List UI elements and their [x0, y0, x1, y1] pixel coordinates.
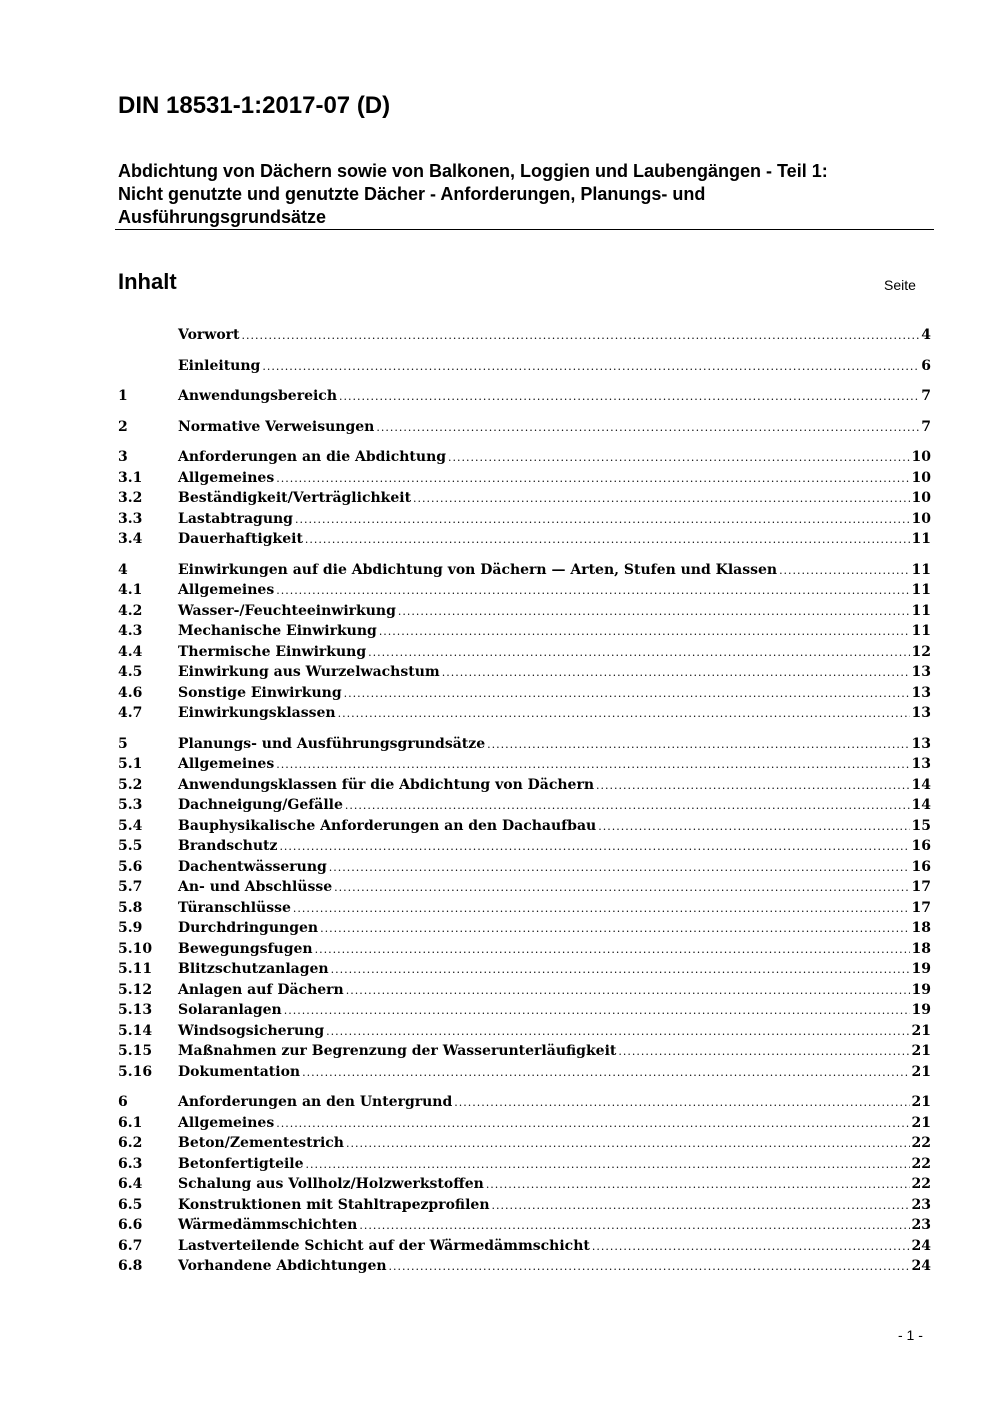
toc-entry-number: 5.3	[118, 797, 143, 813]
toc-entry-title: Dokumentation	[178, 1063, 301, 1080]
toc-entry[interactable]	[118, 1021, 931, 1042]
toc-entry[interactable]	[118, 1256, 931, 1277]
toc-entry-page: 21	[911, 1094, 931, 1110]
toc-entry[interactable]	[118, 325, 931, 346]
toc-dot-leader	[598, 817, 909, 838]
toc-entry-page: 4	[921, 327, 931, 343]
toc-entry-title: Vorwort	[178, 327, 240, 343]
toc-dot-leader	[359, 1216, 909, 1237]
toc-entry-page: 10	[911, 469, 931, 486]
toc-entry-title: Planungs- und Ausführungsgrundsätze	[178, 735, 486, 752]
toc-entry-title: Beständigkeit/Verträglichkeit	[178, 490, 412, 506]
toc-entry-number: 2	[118, 418, 128, 435]
toc-entry-number: 5.14	[118, 1022, 153, 1039]
toc-entry-page: 21	[911, 1022, 931, 1039]
toc-entry-title: Anforderungen an die Abdichtung	[178, 449, 447, 465]
toc-dot-leader	[242, 326, 920, 347]
contents-heading: Inhalt	[118, 269, 177, 294]
toc-dot-leader	[346, 981, 910, 1002]
toc-entry-number: 5.9	[118, 920, 143, 936]
toc-entry-title: Lastverteilende Schicht auf der Wärmedämmschicht	[178, 1237, 590, 1254]
toc-entry-page: 13	[911, 664, 931, 680]
toc-dot-leader	[302, 1063, 909, 1084]
toc-entry-title: Betonfertigteile	[178, 1155, 304, 1172]
toc-dot-leader	[276, 755, 909, 776]
toc-entry-title: Türanschlüsse	[178, 899, 291, 916]
toc-entry-number: 4.6	[118, 684, 143, 701]
toc-dot-leader	[389, 1257, 910, 1278]
toc-dot-leader	[331, 960, 910, 981]
toc-entry-page: 6	[921, 357, 931, 374]
toc-entry-number: 4.7	[118, 705, 143, 721]
toc-entry[interactable]	[118, 980, 931, 1001]
toc-dot-leader	[345, 796, 910, 817]
toc-entry-number: 3.3	[118, 510, 143, 527]
toc-entry[interactable]	[118, 1195, 931, 1216]
toc-entry[interactable]	[118, 1133, 931, 1154]
toc-section-group	[118, 386, 931, 407]
toc-entry[interactable]	[118, 621, 931, 642]
document-title: DIN 18531-1:2017-07 (D)	[118, 92, 391, 119]
toc-entry[interactable]	[118, 795, 931, 816]
toc-dot-leader	[379, 622, 910, 643]
toc-dot-leader	[276, 1114, 909, 1135]
toc-entry-number: 5	[118, 735, 128, 752]
toc-entry-number: 6.2	[118, 1135, 143, 1151]
toc-entry-page: 16	[911, 838, 931, 854]
toc-entry-page: 11	[911, 582, 931, 598]
toc-entry[interactable]	[118, 1041, 931, 1062]
toc-entry-title: Mechanische Einwirkung	[178, 623, 377, 639]
toc-entry-page: 7	[921, 418, 931, 435]
toc-entry-number: 3.2	[118, 490, 143, 506]
toc-entry-number: 6.3	[118, 1155, 143, 1172]
toc-entry-page: 7	[921, 388, 931, 404]
toc-entry-number: 3	[118, 449, 128, 465]
toc-entry-title: Dachentwässerung	[178, 858, 327, 875]
toc-entry[interactable]	[118, 703, 931, 724]
toc-dot-leader	[295, 510, 910, 531]
toc-entry-page: 19	[911, 1002, 931, 1018]
toc-entry-page: 24	[911, 1237, 931, 1254]
toc-entry-title: Wärmedämmschichten	[178, 1217, 358, 1233]
toc-entry-number: 3.1	[118, 469, 143, 486]
toc-entry-title: Wasser-/Feuchteeinwirkung	[178, 602, 396, 619]
toc-entry-page: 17	[911, 879, 931, 895]
toc-entry-page: 11	[911, 623, 931, 639]
toc-entry-title: Allgemeines	[178, 582, 275, 598]
toc-entry-page: 11	[911, 602, 931, 619]
toc-entry-page: 24	[911, 1258, 931, 1274]
toc-dot-leader	[346, 1134, 910, 1155]
toc-entry-title: Anforderungen an den Untergrund	[178, 1094, 453, 1110]
toc-dot-leader	[320, 919, 909, 940]
toc-dot-leader	[596, 776, 910, 797]
toc-entry-page: 13	[911, 756, 931, 772]
toc-entry-title: Lastabtragung	[178, 510, 293, 527]
toc-entry-number: 4.3	[118, 623, 143, 639]
toc-dot-leader	[448, 448, 909, 469]
toc-entry-page: 10	[911, 449, 931, 465]
toc-entry-page: 22	[911, 1176, 931, 1192]
toc-entry[interactable]	[118, 1000, 931, 1021]
toc-entry-number: 1	[118, 388, 128, 404]
toc-entry[interactable]	[118, 580, 931, 601]
toc-dot-leader	[326, 1022, 909, 1043]
toc-entry-title: Einwirkungsklassen	[178, 705, 336, 721]
toc-entry-page: 16	[911, 858, 931, 875]
toc-entry[interactable]	[118, 1092, 931, 1113]
toc-entry-number: 5.2	[118, 776, 143, 793]
toc-section-group	[118, 356, 931, 377]
toc-entry-page: 19	[911, 961, 931, 977]
toc-entry-page: 12	[911, 643, 931, 660]
toc-entry[interactable]	[118, 386, 931, 407]
subtitle-line: Nicht genutzte und genutzte Dächer - Anforderungen, Planungs- und	[118, 184, 706, 204]
toc-dot-leader	[338, 704, 910, 725]
toc-dot-leader	[376, 418, 919, 439]
toc-entry-number: 6.8	[118, 1258, 143, 1274]
toc-entry-number: 4.2	[118, 602, 143, 619]
toc-entry-page: 10	[911, 490, 931, 506]
toc-section-group	[118, 325, 931, 346]
toc-entry-title: Windsogsicherung	[178, 1022, 325, 1039]
toc-dot-leader	[398, 602, 910, 623]
toc-dot-leader	[279, 837, 909, 858]
toc-dot-leader	[293, 899, 910, 920]
toc-entry-number: 4.5	[118, 664, 143, 680]
toc-dot-leader	[454, 1093, 909, 1114]
toc-entry[interactable]	[118, 775, 931, 796]
toc-dot-leader	[442, 663, 910, 684]
toc-entry-number: 4.1	[118, 582, 143, 598]
toc-dot-leader	[284, 1001, 910, 1022]
toc-entry[interactable]	[118, 1154, 931, 1175]
toc-entry-title: Dachneigung/Gefälle	[178, 797, 343, 813]
toc-entry-title: Brandschutz	[178, 838, 278, 854]
toc-entry-number: 5.12	[118, 981, 153, 998]
toc-entry-page: 18	[911, 940, 931, 957]
toc-entry-number: 5.6	[118, 858, 143, 875]
toc-entry[interactable]	[118, 447, 931, 468]
toc-entry-page: 13	[911, 705, 931, 721]
toc-entry-page: 22	[911, 1155, 931, 1172]
page-number: - 1 -	[898, 1327, 923, 1343]
toc-entry-title: Allgemeines	[178, 469, 275, 486]
toc-entry-title: Sonstige Einwirkung	[178, 684, 342, 701]
toc-dot-leader	[305, 530, 910, 551]
toc-entry[interactable]	[118, 601, 931, 622]
toc-entry[interactable]	[118, 939, 931, 960]
toc-entry-page: 23	[911, 1196, 931, 1213]
toc-entry-title: Konstruktionen mit Stahltrapezprofilen	[178, 1196, 490, 1213]
toc-entry[interactable]	[118, 836, 931, 857]
toc-entry-title: Durchdringungen	[178, 920, 319, 936]
toc-section-group	[118, 734, 931, 1083]
toc-dot-leader	[329, 858, 910, 879]
toc-dot-leader	[618, 1042, 909, 1063]
toc-dot-leader	[486, 1175, 910, 1196]
toc-entry-page: 21	[911, 1063, 931, 1080]
toc-entry[interactable]	[118, 898, 931, 919]
toc-entry-page: 18	[911, 920, 931, 936]
toc-dot-leader	[339, 387, 919, 408]
toc-entry-title: Dauerhaftigkeit	[178, 531, 303, 547]
toc-dot-leader	[413, 489, 909, 510]
toc-entry-title: Normative Verweisungen	[178, 418, 375, 435]
toc-entry-number: 5.7	[118, 879, 143, 895]
toc-entry[interactable]	[118, 734, 931, 755]
toc-entry[interactable]	[118, 1174, 931, 1195]
toc-entry-number: 6.4	[118, 1176, 143, 1192]
toc-dot-leader	[306, 1155, 910, 1176]
toc-entry-title: Bauphysikalische Anforderungen an den Dachaufbau	[178, 817, 597, 834]
toc-entry[interactable]	[118, 529, 931, 550]
toc-dot-leader	[276, 469, 909, 490]
toc-entry[interactable]	[118, 959, 931, 980]
toc-entry[interactable]	[118, 468, 931, 489]
toc-entry-title: Thermische Einwirkung	[178, 643, 367, 660]
toc-entry-title: Anwendungsklassen für die Abdichtung von Dächern	[178, 776, 595, 793]
subtitle-line: Abdichtung von Dächern sowie von Balkonen, Loggien und Laubengängen - Teil 1:	[118, 161, 828, 181]
toc-entry-number: 6.6	[118, 1217, 143, 1233]
toc-entry-page: 14	[911, 797, 931, 813]
page-column-label: Seite	[884, 277, 916, 293]
toc-entry[interactable]	[118, 816, 931, 837]
toc-entry-title: Einwirkungen auf die Abdichtung von Dächern — Arten, Stufen und Klassen	[178, 561, 778, 578]
toc-entry[interactable]	[118, 754, 931, 775]
toc-entry[interactable]	[118, 488, 931, 509]
toc-entry-title: Solaranlagen	[178, 1002, 282, 1018]
toc-dot-leader	[334, 878, 909, 899]
toc-dot-leader	[779, 561, 909, 582]
toc-entry[interactable]	[118, 1113, 931, 1134]
toc-entry-page: 21	[911, 1114, 931, 1131]
table-of-contents	[118, 325, 931, 1287]
toc-entry-number: 5.15	[118, 1043, 153, 1059]
toc-entry[interactable]	[118, 1215, 931, 1236]
toc-entry-title: Vorhandene Abdichtungen	[178, 1258, 387, 1274]
toc-entry-title: Schalung aus Vollholz/Holzwerkstoffen	[178, 1176, 484, 1192]
toc-dot-leader	[592, 1237, 910, 1258]
toc-entry-number: 5.8	[118, 899, 143, 916]
toc-entry[interactable]	[118, 857, 931, 878]
toc-section-group	[118, 447, 931, 550]
toc-entry[interactable]	[118, 683, 931, 704]
title-divider	[115, 229, 934, 230]
toc-entry-title: Bewegungsfugen	[178, 940, 313, 957]
toc-entry-number: 5.16	[118, 1063, 153, 1080]
toc-entry-title: Beton/Zementestrich	[178, 1135, 344, 1151]
toc-entry-number: 6.5	[118, 1196, 143, 1213]
toc-entry-number: 6.7	[118, 1237, 143, 1254]
toc-entry[interactable]	[118, 1062, 931, 1083]
toc-section-group	[118, 560, 931, 724]
toc-entry-number: 5.11	[118, 961, 153, 977]
toc-entry-number: 6.1	[118, 1114, 143, 1131]
toc-entry-page: 22	[911, 1135, 931, 1151]
toc-entry-page: 21	[911, 1043, 931, 1059]
toc-entry[interactable]	[118, 642, 931, 663]
toc-entry-page: 17	[911, 899, 931, 916]
toc-entry-number: 5.13	[118, 1002, 153, 1018]
toc-entry-page: 11	[911, 561, 931, 578]
toc-entry-page: 13	[911, 684, 931, 701]
toc-dot-leader	[262, 357, 919, 378]
toc-entry-page: 14	[911, 776, 931, 793]
toc-dot-leader	[492, 1196, 910, 1217]
toc-entry-title: Maßnahmen zur Begrenzung der Wasserunterläufigkeit	[178, 1043, 617, 1059]
toc-entry-number: 6	[118, 1094, 128, 1110]
toc-entry-title: Allgemeines	[178, 756, 275, 772]
toc-entry-number: 4	[118, 561, 128, 578]
toc-entry-title: Blitzschutzanlagen	[178, 961, 329, 977]
toc-dot-leader	[315, 940, 910, 961]
toc-dot-leader	[487, 735, 909, 756]
toc-entry[interactable]	[118, 877, 931, 898]
toc-dot-leader	[344, 684, 910, 705]
toc-entry-title: Anwendungsbereich	[178, 388, 337, 404]
toc-section-group	[118, 1092, 931, 1277]
toc-entry-page: 15	[911, 817, 931, 834]
toc-entry-page: 23	[911, 1217, 931, 1233]
toc-entry[interactable]	[118, 560, 931, 581]
toc-entry[interactable]	[118, 417, 931, 438]
toc-entry-number: 5.5	[118, 838, 143, 854]
toc-entry-page: 13	[911, 735, 931, 752]
toc-entry-title: An- und Abschlüsse	[178, 879, 333, 895]
toc-entry-page: 19	[911, 981, 931, 998]
toc-entry-page: 11	[911, 531, 931, 547]
toc-entry[interactable]	[118, 1236, 931, 1257]
toc-entry-page: 10	[911, 510, 931, 527]
toc-entry-title: Einwirkung aus Wurzelwachstum	[178, 664, 440, 680]
document-subtitle	[118, 160, 934, 229]
toc-entry-number: 3.4	[118, 531, 143, 547]
toc-entry[interactable]	[118, 918, 931, 939]
toc-entry-title: Allgemeines	[178, 1114, 275, 1131]
toc-entry[interactable]	[118, 662, 931, 683]
subtitle-line: Ausführungsgrundsätze	[118, 207, 327, 227]
toc-section-group	[118, 417, 931, 438]
toc-dot-leader	[276, 581, 909, 602]
toc-entry-number: 4.4	[118, 643, 143, 660]
toc-entry[interactable]	[118, 356, 931, 377]
toc-dot-leader	[368, 643, 909, 664]
toc-entry[interactable]	[118, 509, 931, 530]
toc-entry-title: Einleitung	[178, 357, 261, 374]
toc-entry-number: 5.4	[118, 817, 143, 834]
toc-entry-title: Anlagen auf Dächern	[178, 981, 344, 998]
toc-entry-number: 5.1	[118, 756, 143, 772]
toc-entry-number: 5.10	[118, 940, 153, 957]
